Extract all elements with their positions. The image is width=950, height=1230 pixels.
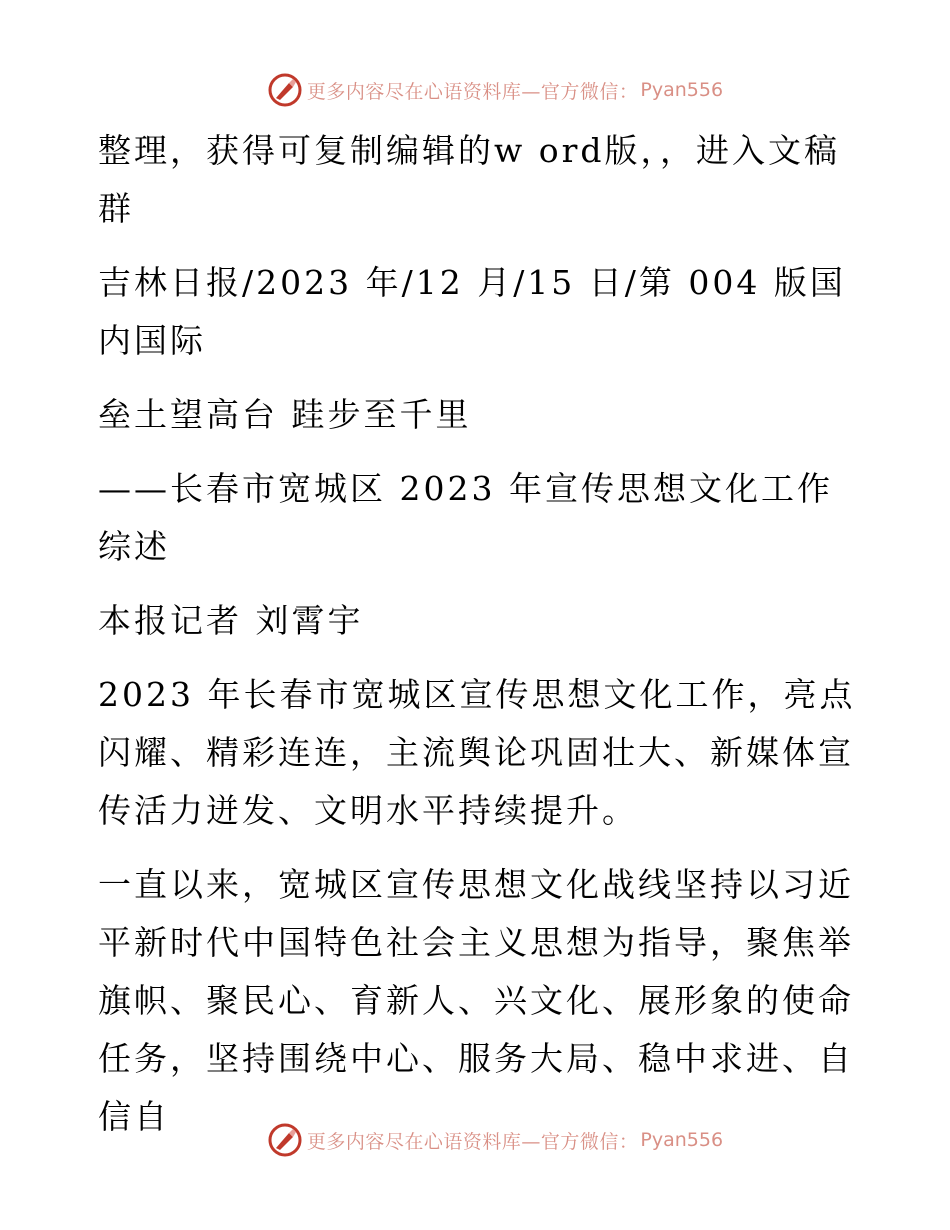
article-byline: 本报记者 刘霄宇 [98, 601, 364, 640]
document-body [98, 122, 858, 1162]
pen-logo-icon [267, 72, 303, 108]
article-title: 垒土望高台 跬步至千里 [98, 395, 472, 434]
paragraph-intro: 整理，获得可复制编辑的w ord版，，进入文稿群 [98, 131, 841, 228]
watermark-wechat-id: Pyan556 [640, 1129, 724, 1151]
paragraph-body-1: 2023 年长春市宽城区宣传思想文化工作，亮点闪耀、精彩连连，主流舆论巩固壮大、新媒体宣传活力迸发、文明水平持续提升。 [98, 675, 856, 830]
watermark-wechat-id: Pyan556 [640, 79, 724, 101]
article-subtitle: ——长春市宽城区 2023 年宣传思想文化工作综述 [98, 469, 833, 566]
watermark-text: 更多内容尽在心语资料库—官方微信： [306, 1130, 639, 1153]
watermark-text: 更多内容尽在心语资料库—官方微信： [306, 80, 639, 103]
footer-watermark [0, 1120, 950, 1160]
header-watermark [0, 70, 950, 110]
paragraph-body-2: 一直以来，宽城区宣传思想文化战线坚持以习近平新时代中国特色社会主义思想为指导，聚焦举旗帜、聚民心、育新人、兴文化、展形象的使命任务，坚持围绕中心、服务大局、稳中求进、自信自 [98, 865, 854, 1136]
paragraph-source: 吉林日报/2023 年/12 月/15 日/第 004 版国内国际 [98, 263, 846, 360]
pen-logo-icon [267, 1122, 303, 1158]
